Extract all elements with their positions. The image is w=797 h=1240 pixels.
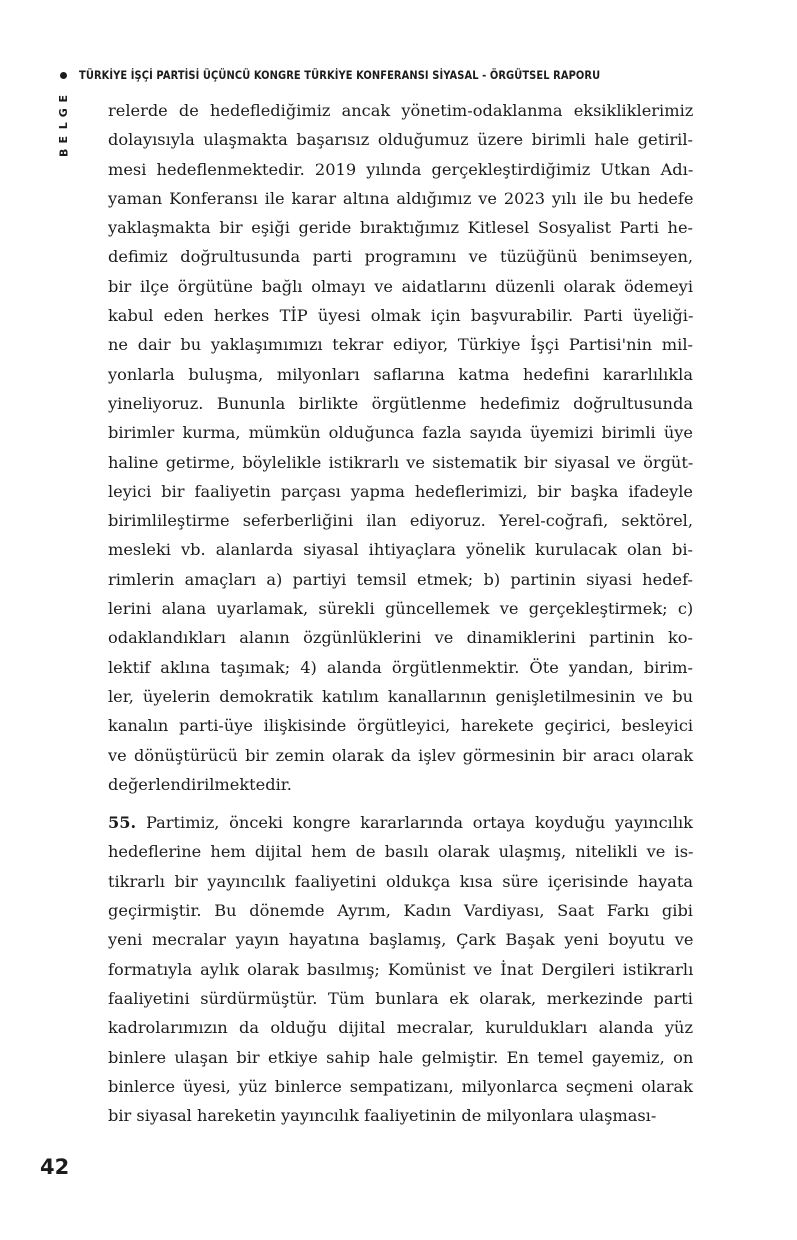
text-line: tikrarlı bir yayıncılık faaliyetini oldukça kısa süre içerisinde hayata xyxy=(108,871,693,891)
text-line: rimlerin amaçları a) partiyi temsil etmek; b) partinin siyasi hedef- xyxy=(108,569,693,589)
text-line: relerde de hedeflediğimiz ancak yönetim-odaklanma eksikliklerimiz xyxy=(108,101,694,120)
text-line: ve dönüştürücü bir zemin olarak da işlev görmesinin bir aracı olarak xyxy=(108,745,694,765)
page-number: 42 xyxy=(40,1155,70,1179)
text-line: mesi hedeflenmektedir. 2019 yılında gerçekleştirdiğimiz Utkan Adı- xyxy=(108,159,694,179)
text-line: mesleki vb. alanlarda siyasal ihtiyaçlara yönelik kurulacak olan bi- xyxy=(108,540,693,560)
text-line: yineliyoruz. Bununla birlikte örgütlenme hedefimiz doğrultusunda xyxy=(108,393,693,413)
paragraph xyxy=(108,96,693,799)
text-line: kabul eden herkes TİP üyesi olmak için başvurabilir. Parti üyeliği- xyxy=(108,306,694,326)
text-line: bir siyasal hareketin yayıncılık faaliyetinin de milyonlara ulaşması- xyxy=(108,1106,657,1126)
bullet-icon xyxy=(60,72,67,79)
side-label-letter: G xyxy=(57,107,71,117)
side-label-letter: B xyxy=(57,148,71,157)
text-line: yeni mecralar yayın hayatına başlamış, Çark Başak yeni boyutu ve xyxy=(108,930,694,950)
side-label-letter: L xyxy=(57,122,71,130)
text-line xyxy=(108,808,693,837)
text-line: kanalın parti-üye ilişkisinde örgütleyici, harekete geçirici, besleyici xyxy=(108,716,694,736)
body-text xyxy=(108,96,693,1130)
text-line: haline getirme, böylelikle istikrarlı ve sistematik bir siyasal ve örgüt- xyxy=(108,452,694,472)
text-line: defimiz doğrultusunda parti programını ve tüzüğünü benimseyen, xyxy=(108,247,694,267)
text-line: değerlendirilmektedir. xyxy=(108,774,292,794)
side-label-letter: E xyxy=(57,135,71,144)
text-line: faaliyetini sürdürmüştür. Tüm bunlara ek olarak, merkezinde parti xyxy=(108,988,693,1008)
text-line: odaklandıkları alanın özgünlüklerini ve dinamiklerini partinin ko- xyxy=(108,628,693,648)
text-line: dolayısıyla ulaşmakta başarısız olduğumuz üzere birimli hale getiril- xyxy=(108,130,693,150)
header-title: TÜRKİYE İŞÇİ PARTİSİ ÜÇÜNCÜ KONGRE TÜRKİYE KONFERANSI SİYASAL - ÖRGÜTSEL RAPORU xyxy=(79,68,601,82)
text-line: lerini alana uyarlamak, sürekli güncellemek ve gerçekleştirmek; c) xyxy=(108,599,694,619)
text-line: formatıyla aylık olarak basılmış; Komünist ve İnat Dergileri istikrarlı xyxy=(108,959,694,979)
text-line: bir ilçe örgütüne bağlı olmayı ve aidatlarını düzenli olarak ödemeyi xyxy=(108,276,693,296)
paragraph-number: 55. xyxy=(108,813,137,833)
text-line: leyici bir faaliyetin parçası yapma hedeflerimizi, bir başka ifadeyle xyxy=(108,481,693,501)
text-line: hedeflerine hem dijital hem de basılı olarak ulaşmış, nitelikli ve is- xyxy=(108,842,694,862)
text-line: yaklaşmakta bir eşiği geride bıraktığımız Kitlesel Sosyalist Parti he- xyxy=(108,218,693,238)
text-line: geçirmiştir. Bu dönemde Ayrım, Kadın Vardiyası, Saat Farkı gibi xyxy=(108,901,693,921)
running-header xyxy=(60,68,740,82)
text-line: yaman Konferansı ile karar altına aldığımız ve 2023 yılı ile bu hedefe xyxy=(108,188,694,208)
side-label xyxy=(57,92,71,160)
side-label-letter: E xyxy=(57,94,71,103)
text-line: kadrolarımızın da olduğu dijital mecralar, kuruldukları alanda yüz xyxy=(108,1018,693,1038)
paragraph xyxy=(108,808,693,1130)
text-line: lektif aklına taşımak; 4) alanda örgütlenmektir. Öte yandan, birim- xyxy=(108,657,693,677)
text-line: yonlarla buluşma, milyonları saflarına katma hedefini kararlılıkla xyxy=(108,364,693,384)
text-line: birimler kurma, mümkün olduğunca fazla sayıda üyemizi birimli üye xyxy=(108,423,693,443)
text-line: ne dair bu yaklaşımımızı tekrar ediyor, Türkiye İşçi Partisi'nin mil- xyxy=(108,335,693,355)
text-line: binlerce üyesi, yüz binlerce sempatizanı, milyonlarca seçmeni olarak xyxy=(108,1076,693,1096)
text-line: ler, üyelerin demokratik katılım kanallarının genişletilmesinin ve bu xyxy=(108,686,693,706)
text-run: Partimiz, önceki kongre kararlarında ortaya koyduğu yayıncılık xyxy=(136,813,693,833)
text-line: binlere ulaşan bir etkiye sahip hale gelmiştir. En temel gayemiz, on xyxy=(108,1047,694,1067)
text-line: birimlileştirme seferberliğini ilan ediyoruz. Yerel-coğrafi, sektörel, xyxy=(108,511,693,531)
